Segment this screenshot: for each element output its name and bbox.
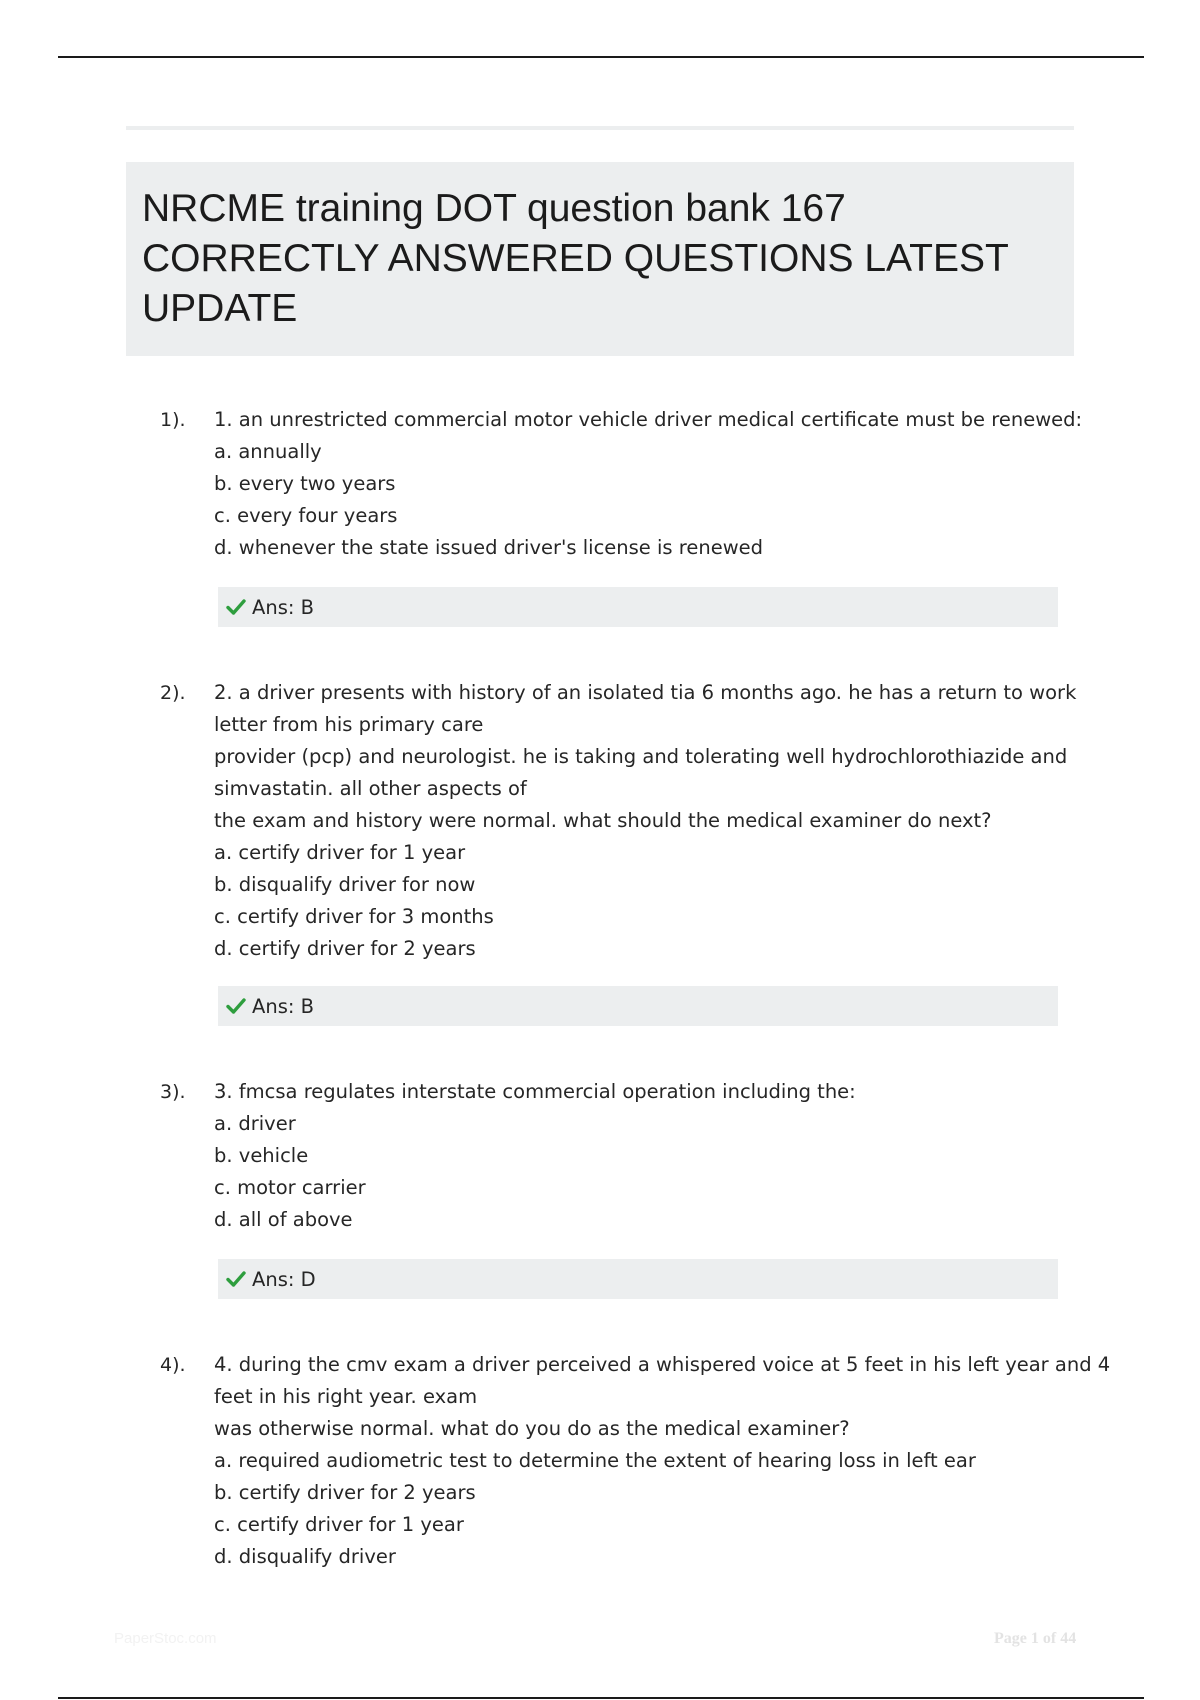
option-d: d. certify driver for 2 years	[214, 937, 476, 960]
option-a: a. annually	[214, 440, 322, 463]
question-text: provider (pcp) and neurologist. he is taking and tolerating well hydrochlorothiazide and	[214, 745, 1068, 768]
answer-box-1	[218, 587, 1058, 627]
option-b: b. every two years	[214, 472, 396, 495]
question-text: letter from his primary care	[214, 713, 484, 736]
option-c: c. every four years	[214, 504, 398, 527]
page-title: NRCME training DOT question bank 167 CORRECTLY ANSWERED QUESTIONS LATEST UPDATE	[142, 187, 1009, 330]
page-number: Page 1 of 44	[994, 1630, 1077, 1647]
answer-box-3	[218, 1259, 1058, 1299]
answer-text: Ans: B	[252, 595, 315, 619]
option-c: c. motor carrier	[214, 1176, 366, 1199]
option-a: a. required audiometric test to determine the extent of hearing loss in left ear	[214, 1449, 976, 1472]
option-b: b. certify driver for 2 years	[214, 1481, 476, 1504]
option-a: a. certify driver for 1 year	[214, 841, 466, 864]
option-d: d. all of above	[214, 1208, 353, 1231]
checkmark-icon	[226, 1270, 246, 1288]
header-separator	[126, 126, 1074, 130]
question-body	[214, 1349, 1111, 1573]
question-text: 1. an unrestricted commercial motor vehicle driver medical certificate must be renewed:	[214, 408, 1083, 431]
question-text: 3. fmcsa regulates interstate commercial operation including the:	[214, 1080, 856, 1103]
top-rule	[58, 56, 1144, 58]
question-body	[214, 677, 1077, 965]
option-a: a. driver	[214, 1112, 296, 1135]
question-text: feet in his right year. exam	[214, 1385, 478, 1408]
question-text: 4. during the cmv exam a driver perceived a whispered voice at 5 feet in his left year and 4	[214, 1353, 1111, 1376]
watermark-text: PaperStoc.com	[114, 1630, 217, 1647]
bottom-rule	[58, 1697, 1144, 1699]
checkmark-icon	[226, 598, 246, 616]
option-b: b. vehicle	[214, 1144, 309, 1167]
question-text: was otherwise normal. what do you do as the medical examiner?	[214, 1417, 850, 1440]
question-number: 3).	[160, 1081, 186, 1103]
question-body	[214, 1076, 1060, 1236]
question-number: 1).	[160, 409, 186, 431]
answer-text: Ans: D	[252, 1267, 316, 1291]
question-number: 2).	[160, 682, 186, 704]
question-text: the exam and history were normal. what should the medical examiner do next?	[214, 809, 992, 832]
title-banner	[126, 162, 1074, 356]
option-c: c. certify driver for 1 year	[214, 1513, 464, 1536]
checkmark-icon	[226, 997, 246, 1015]
question-text: 2. a driver presents with history of an isolated tia 6 months ago. he has a return to work	[214, 681, 1077, 704]
option-d: d. whenever the state issued driver's license is renewed	[214, 536, 764, 559]
option-d: d. disqualify driver	[214, 1545, 396, 1568]
answer-box-2	[218, 986, 1058, 1026]
answer-text: Ans: B	[252, 994, 315, 1018]
question-number: 4).	[160, 1354, 186, 1376]
option-b: b. disqualify driver for now	[214, 873, 476, 896]
question-body	[214, 404, 1083, 564]
option-c: c. certify driver for 3 months	[214, 905, 494, 928]
question-text: simvastatin. all other aspects of	[214, 777, 527, 800]
